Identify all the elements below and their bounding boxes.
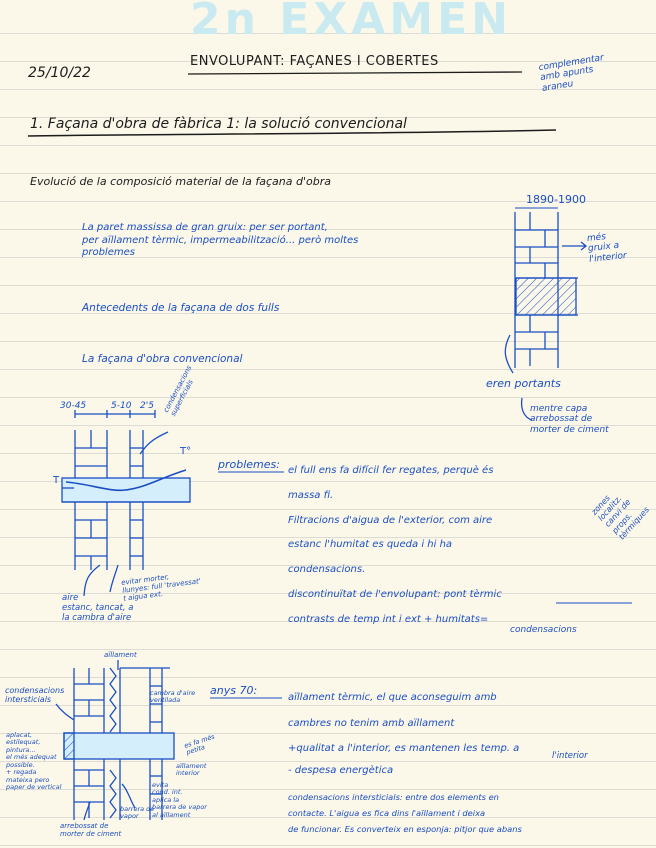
heading-underline — [28, 130, 556, 136]
fig1-year: 1890-1900 — [526, 193, 586, 206]
bullet-1: La paret massissa de gran gruix: per ser portant, per aïllament tèrmic, impermeabilització... però moltes problemes — [82, 222, 359, 258]
section70-text: aïllament tèrmic, el que aconseguim amb cambres no tenim amb aïllament +qualitat a l'interior, es mantenen les temp. a — [288, 692, 520, 754]
fig2-label-note: evitar morter, llunyes: full 'travessat' t aigua ext. — [120, 573, 202, 603]
fig3-label-fc: es fa més petita — [183, 732, 216, 757]
fig2-dim-left: 30-45 — [60, 401, 87, 411]
section70-label: anys 70: — [210, 684, 258, 697]
problems-side-note: zones localitz. canvi de props. tèrmiques — [589, 493, 651, 542]
subject-underline — [188, 72, 522, 74]
fig3-label-barrier: barrera de vapor — [120, 805, 155, 821]
fig2-temp-label: T — [53, 475, 60, 486]
fig3-label-int: aïllament interior — [176, 762, 207, 778]
fig2-dim-right: 2'5 — [140, 401, 154, 411]
bullet-3: La façana d'obra convencional — [82, 353, 243, 365]
page-title: 2n EXAMEN — [190, 0, 512, 45]
fig1-label-right: més gruix a l'interior — [586, 232, 628, 265]
section70-line4: - despesa energètica — [288, 765, 394, 776]
fig2-wall-diagram — [62, 410, 190, 596]
section-subheading: Evolució de la composició material de la façana d'obra — [30, 175, 331, 188]
section70-cond: condensacions intersticials: entre dos elements en contacte. L'aigua es fica dins l'aïllament i deixa de funcionar. Es converteix en esponja: pitjor que abans — [288, 792, 522, 835]
bullet-2: Antecedents de la façana de dos fulls — [82, 302, 280, 314]
fig3-label-left: aplacat, estilequat, pintura... el més adequat possible. + regada mateixa pero paper de vertical — [6, 731, 62, 792]
fig3-wall-diagram — [56, 660, 174, 820]
problems-cond-word: condensacions — [510, 625, 577, 635]
subject-title: ENVOLUPANT: FAÇANES I COBERTES — [190, 54, 439, 69]
fig3-label-evita: evita cond. int. aplica la barrera de vapor al aïllament — [152, 781, 207, 819]
fig3-label-air: cambra d'aire ventilada — [150, 689, 196, 705]
fig1-label-walls: eren portants — [486, 377, 561, 390]
fig1-label-mortar: mentre capa arrebossat de morter de ciment — [530, 404, 609, 435]
section70-interior: l'interior — [552, 751, 588, 761]
fig1-wall-diagram — [505, 212, 586, 420]
date: 25/10/22 — [28, 65, 91, 81]
problems-text: el full ens fa difícil fer regates, perquè és massa fi. Filtracions d'aigua de l'exterior, com aire estanc l'humitat es queda i hi ha condensacions. discontinuïtat de l'envolupant: pont tèrmic contrasts de temp int i ext + humitats= — [288, 465, 502, 625]
fig2-dim-mid: 5-10 — [111, 401, 132, 411]
fig3-label-bottom: arrebossat de morter de ciment — [60, 822, 122, 839]
fig2-tt-label: T° — [180, 446, 192, 457]
fig2-rot-label: condensacions superficials — [162, 364, 195, 418]
problems-label: problemes: — [218, 458, 280, 471]
section-heading: 1. Façana d'obra de fàbrica 1: la solució convencional — [30, 116, 407, 132]
fig3-label-top: aïllament — [104, 651, 137, 659]
side-note-apunts: complementar amb apunts araneu — [537, 53, 605, 94]
fig2-label-air: aire estanc, tancat, a la cambra d'aire — [62, 593, 134, 623]
fig3-label-cond: condensacions intersticials — [5, 686, 65, 705]
